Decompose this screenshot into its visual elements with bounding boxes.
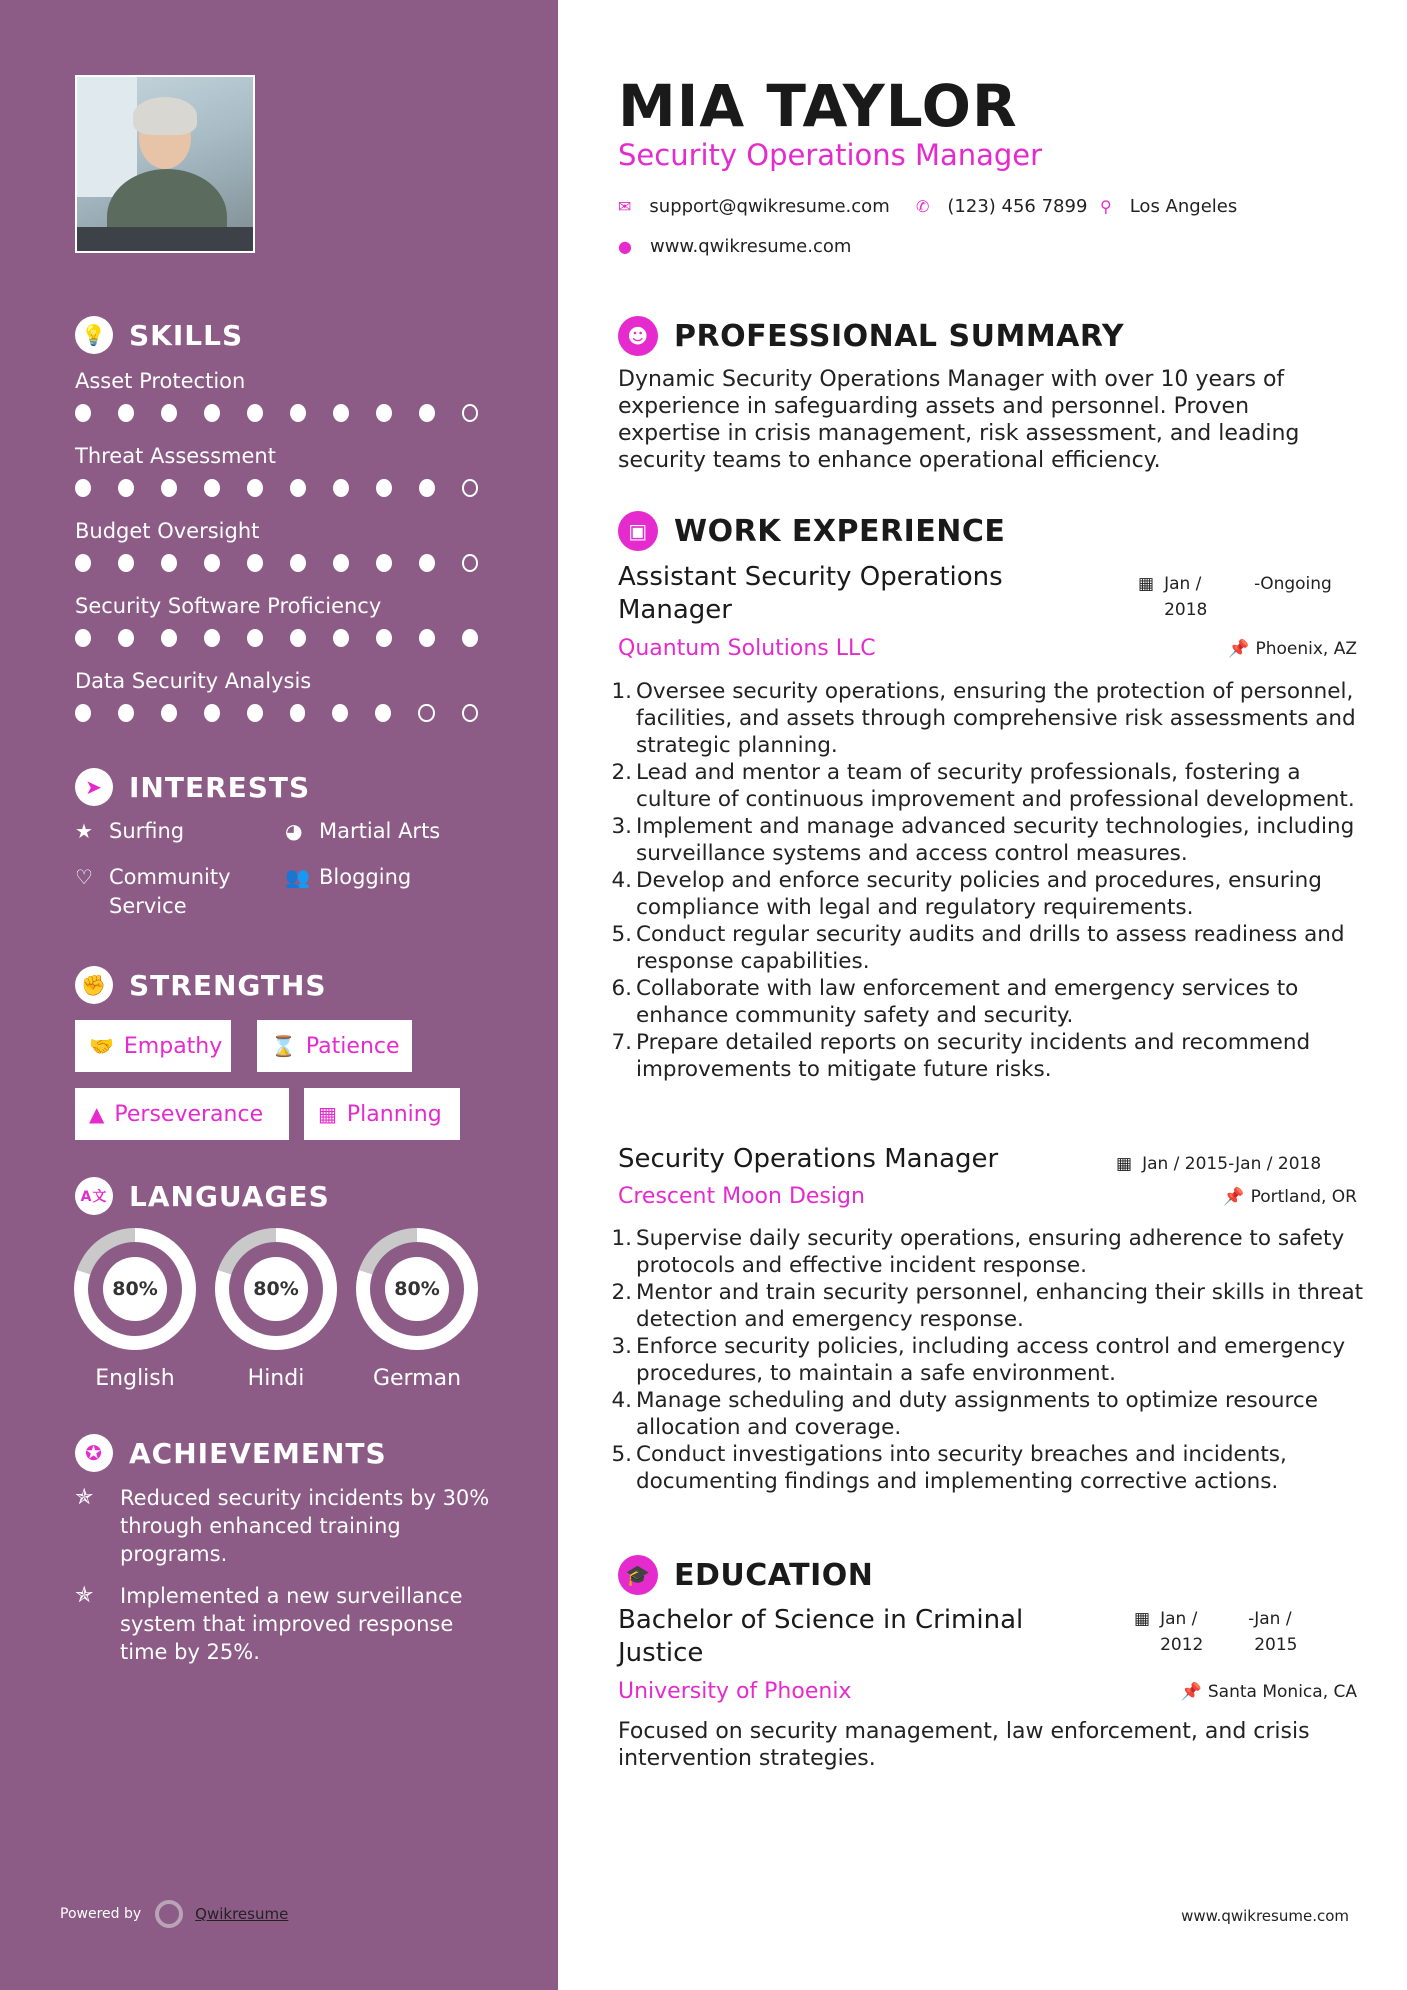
- job-responsibilities: [608, 1225, 1368, 1495]
- rating-dot-filled: [247, 554, 263, 572]
- achievement-item: ✯ Implemented a new surveillance system that improved response time by 25%.: [75, 1583, 463, 1664]
- rating-dot-filled: [247, 404, 263, 422]
- responsibility-item: 2. Lead and mentor a team of security professionals, fostering a culture of continuous improvement and professional development.: [611, 760, 1355, 812]
- education-location: 📌 Santa Monica, CA: [1180, 1682, 1357, 1702]
- skill-rating: [75, 629, 505, 647]
- handshake-icon: ♡: [75, 865, 93, 889]
- responsibility-item: 5. Conduct regular security audits and drills to assess readiness and response capabilities.: [611, 922, 1345, 974]
- summary-text: Dynamic Security Operations Manager with over 10 years of experience in safeguarding assets and personnel. Proven expertise in crisis management, risk assessment, and leading security teams to enhance operational efficiency.: [618, 367, 1300, 473]
- rating-dot-filled: [204, 404, 220, 422]
- language-card-icon: A文: [75, 1177, 113, 1215]
- rating-dot-filled: [204, 704, 220, 722]
- rating-dot-filled: [333, 629, 349, 647]
- experience-heading: ▣ WORK EXPERIENCE: [618, 511, 1005, 551]
- skills-heading: 💡 SKILLS: [75, 316, 243, 354]
- languages-heading: A文 LANGUAGES: [75, 1177, 330, 1215]
- interest-item: ◕ Martial Arts: [285, 817, 459, 846]
- rating-dot-filled: [419, 479, 435, 497]
- company-name: Quantum Solutions LLC: [618, 636, 876, 661]
- rating-dot-filled: [376, 629, 392, 647]
- interests-heading: ➤ INTERESTS: [75, 768, 310, 806]
- profile-photo: [75, 75, 255, 253]
- powered-by: Powered by Qwikresume: [60, 1900, 288, 1928]
- rating-dot-filled: [333, 479, 349, 497]
- rating-dot-filled: [333, 404, 349, 422]
- rating-dot-filled: [118, 404, 134, 422]
- job-location: 📌 Phoenix, AZ: [1228, 639, 1357, 659]
- language-ring: 80% German: [356, 1228, 478, 1391]
- job-title: Security Operations Manager: [618, 1144, 999, 1174]
- calendar-icon: ▦: [1138, 574, 1155, 594]
- calendar-icon: ▦: [1116, 1154, 1133, 1174]
- skill-name: Security Software Proficiency: [75, 594, 382, 618]
- responsibility-item: 6. Collaborate with law enforcement and emergency services to enhance community safety and security.: [611, 976, 1299, 1028]
- job-title: Assistant Security Operations Manager: [618, 562, 1003, 625]
- skill-row: [75, 441, 505, 497]
- rating-dot-filled: [419, 404, 435, 422]
- rating-dot-empty: [462, 479, 478, 497]
- skill-name: Data Security Analysis: [75, 669, 312, 693]
- rating-dot-filled: [419, 629, 435, 647]
- strength-badge: 🤝 Empathy: [75, 1020, 231, 1072]
- achievements-heading: ✪ ACHIEVEMENTS: [75, 1434, 387, 1472]
- achievement-item: ✯ Reduced security incidents by 30% through enhanced training programs.: [75, 1485, 490, 1566]
- rating-dot-filled: [118, 479, 134, 497]
- company-name: Crescent Moon Design: [618, 1184, 865, 1209]
- pin-icon: 📌: [1228, 639, 1250, 659]
- skill-name: Budget Oversight: [75, 519, 260, 543]
- strength-badge: ▦ Planning: [304, 1088, 460, 1140]
- responsibility-item: 1. Supervise daily security operations, ensuring adherence to safety protocols and effective incident response.: [611, 1226, 1345, 1278]
- rating-dot-filled: [75, 704, 91, 722]
- strengths-heading: ✊ STRENGTHS: [75, 966, 327, 1004]
- education-dates: ▦ Jan / 2012 - Jan / 2015: [1134, 1606, 1324, 1658]
- rating-dot-filled: [75, 479, 91, 497]
- contact-location: ⚲ Los Angeles: [1100, 196, 1238, 217]
- responsibility-item: 4. Develop and enforce security policies and procedures, ensuring compliance with legal and regulatory requirements.: [611, 868, 1322, 920]
- briefcase-icon: ▣: [618, 511, 658, 551]
- rating-dot-empty: [418, 704, 434, 722]
- rating-dot-filled: [75, 404, 91, 422]
- road-icon: ▲: [89, 1102, 105, 1126]
- users-icon: 👥: [285, 865, 310, 889]
- rating-dot-filled: [204, 554, 220, 572]
- contact-email[interactable]: ✉ support@qwikresume.com: [618, 196, 890, 217]
- paper-plane-icon: ➤: [75, 768, 113, 806]
- job-location: 📌 Portland, OR: [1223, 1187, 1357, 1207]
- rating-dot-filled: [290, 554, 306, 572]
- calendar-icon: ▦: [318, 1102, 337, 1126]
- skill-rating: [75, 404, 505, 422]
- stars-icon: ✯: [75, 1485, 94, 1510]
- language-progress-ring: 80%: [215, 1228, 337, 1350]
- responsibility-item: 4. Manage scheduling and duty assignments to optimize resource allocation and coverage.: [611, 1388, 1318, 1440]
- skill-name: Asset Protection: [75, 369, 246, 393]
- interest-item: ♡ Community Service: [75, 863, 259, 921]
- responsibility-item: 3. Enforce security policies, including access control and emergency procedures, to maintain a safe environment.: [611, 1334, 1346, 1386]
- main-content: [558, 0, 1407, 1990]
- contact-phone: ✆ (123) 456 7899: [916, 196, 1088, 217]
- rating-dot-filled: [376, 479, 392, 497]
- strength-badge: ▲ Perseverance: [75, 1088, 289, 1140]
- fist-icon: ✊: [75, 966, 113, 1004]
- language-progress-ring: 80%: [356, 1228, 478, 1350]
- interest-item: 👥 Blogging: [285, 863, 459, 892]
- phone-icon: ✆: [916, 197, 930, 216]
- rating-dot-filled: [247, 479, 263, 497]
- qwikresume-logo-icon: [155, 1900, 183, 1928]
- rating-dot-filled: [161, 404, 177, 422]
- rating-dot-filled: [204, 479, 220, 497]
- footer-url[interactable]: www.qwikresume.com: [1181, 1907, 1349, 1925]
- sidebar: [0, 0, 558, 1990]
- user-icon: ☻: [618, 316, 658, 356]
- contact-website[interactable]: ● www.qwikresume.com: [618, 236, 852, 257]
- handshake-icon: 🤝: [89, 1034, 114, 1058]
- rating-dot-filled: [204, 629, 220, 647]
- rating-dot-filled: [161, 479, 177, 497]
- rating-dot-filled: [118, 704, 134, 722]
- job-dates: ▦ Jan / 2018 - Ongoing: [1138, 571, 1332, 623]
- skill-row: [75, 591, 505, 647]
- job-dates: ▦ Jan / 2015-Jan / 2018: [1116, 1151, 1321, 1177]
- rating-dot-filled: [161, 629, 177, 647]
- rating-dot-filled: [247, 629, 263, 647]
- rating-dot-filled: [161, 554, 177, 572]
- responsibility-item: 1. Oversee security operations, ensuring the protection of personnel, facilities, and assets through comprehensive risk assessments and strategic planning.: [611, 679, 1356, 758]
- star-icon: ★: [75, 819, 93, 843]
- qwikresume-link[interactable]: Qwikresume: [195, 1905, 289, 1923]
- interest-item: ★ Surfing: [75, 817, 249, 846]
- language-ring: 80% Hindi: [215, 1228, 337, 1391]
- rating-dot-filled: [290, 479, 306, 497]
- skill-rating: [75, 704, 505, 722]
- rating-dot-empty: [462, 704, 478, 722]
- globe-icon: ●: [618, 237, 632, 256]
- rating-dot-filled: [333, 554, 349, 572]
- rating-dot-filled: [419, 554, 435, 572]
- school-name: University of Phoenix: [618, 1679, 852, 1704]
- responsibility-item: 5. Conduct investigations into security breaches and incidents, documenting findings and implementing corrective actions.: [611, 1442, 1287, 1494]
- envelope-icon: ✉: [618, 197, 632, 216]
- skill-rating: [75, 479, 505, 497]
- pin-icon: 📌: [1223, 1187, 1245, 1207]
- language-ring: 80% English: [74, 1228, 196, 1391]
- rating-dot-filled: [118, 629, 134, 647]
- rating-dot-filled: [462, 629, 478, 647]
- rating-dot-filled: [376, 404, 392, 422]
- skill-rating: [75, 554, 505, 572]
- candidate-role: Security Operations Manager: [618, 138, 1043, 172]
- rating-dot-empty: [462, 404, 478, 422]
- rating-dot-filled: [332, 704, 348, 722]
- rating-dot-filled: [376, 554, 392, 572]
- skill-row: [75, 666, 505, 722]
- rating-dot-filled: [290, 704, 306, 722]
- graduation-cap-icon: 🎓: [618, 1555, 658, 1595]
- rating-dot-filled: [290, 629, 306, 647]
- medal-star-icon: ✪: [75, 1434, 113, 1472]
- responsibility-item: 2. Mentor and train security personnel, enhancing their skills in threat detection and emergency response.: [611, 1280, 1364, 1332]
- language-progress-ring: 80%: [74, 1228, 196, 1350]
- rating-dot-filled: [290, 404, 306, 422]
- lightbulb-icon: 💡: [75, 316, 113, 354]
- globe-icon: ◕: [285, 819, 303, 843]
- skill-row: [75, 366, 505, 422]
- strength-badge: ⌛ Patience: [257, 1020, 412, 1072]
- skill-name: Threat Assessment: [75, 444, 276, 468]
- skill-row: [75, 516, 505, 572]
- rating-dot-filled: [75, 554, 91, 572]
- hourglass-icon: ⌛: [271, 1034, 296, 1058]
- rating-dot-empty: [462, 554, 478, 572]
- map-pin-icon: ⚲: [1100, 197, 1112, 216]
- responsibility-item: 7. Prepare detailed reports on security incidents and recommend improvements to mitigate future risks.: [611, 1030, 1311, 1082]
- job-responsibilities: [608, 678, 1368, 1083]
- education-heading: 🎓 EDUCATION: [618, 1555, 873, 1595]
- candidate-name: MIA TAYLOR: [618, 72, 1018, 140]
- responsibility-item: 3. Implement and manage advanced security technologies, including surveillance systems and access control measures.: [611, 814, 1355, 866]
- pin-icon: 📌: [1180, 1682, 1202, 1702]
- stars-icon: ✯: [75, 1583, 94, 1608]
- rating-dot-filled: [75, 629, 91, 647]
- rating-dot-filled: [118, 554, 134, 572]
- rating-dot-filled: [375, 704, 391, 722]
- rating-dot-filled: [247, 704, 263, 722]
- degree-title: Bachelor of Science in Criminal Justice: [618, 1605, 1024, 1668]
- rating-dot-filled: [161, 704, 177, 722]
- calendar-icon: ▦: [1134, 1609, 1151, 1629]
- summary-heading: ☻ PROFESSIONAL SUMMARY: [618, 316, 1124, 356]
- education-description: Focused on security management, law enforcement, and crisis intervention strategies.: [618, 1719, 1310, 1771]
